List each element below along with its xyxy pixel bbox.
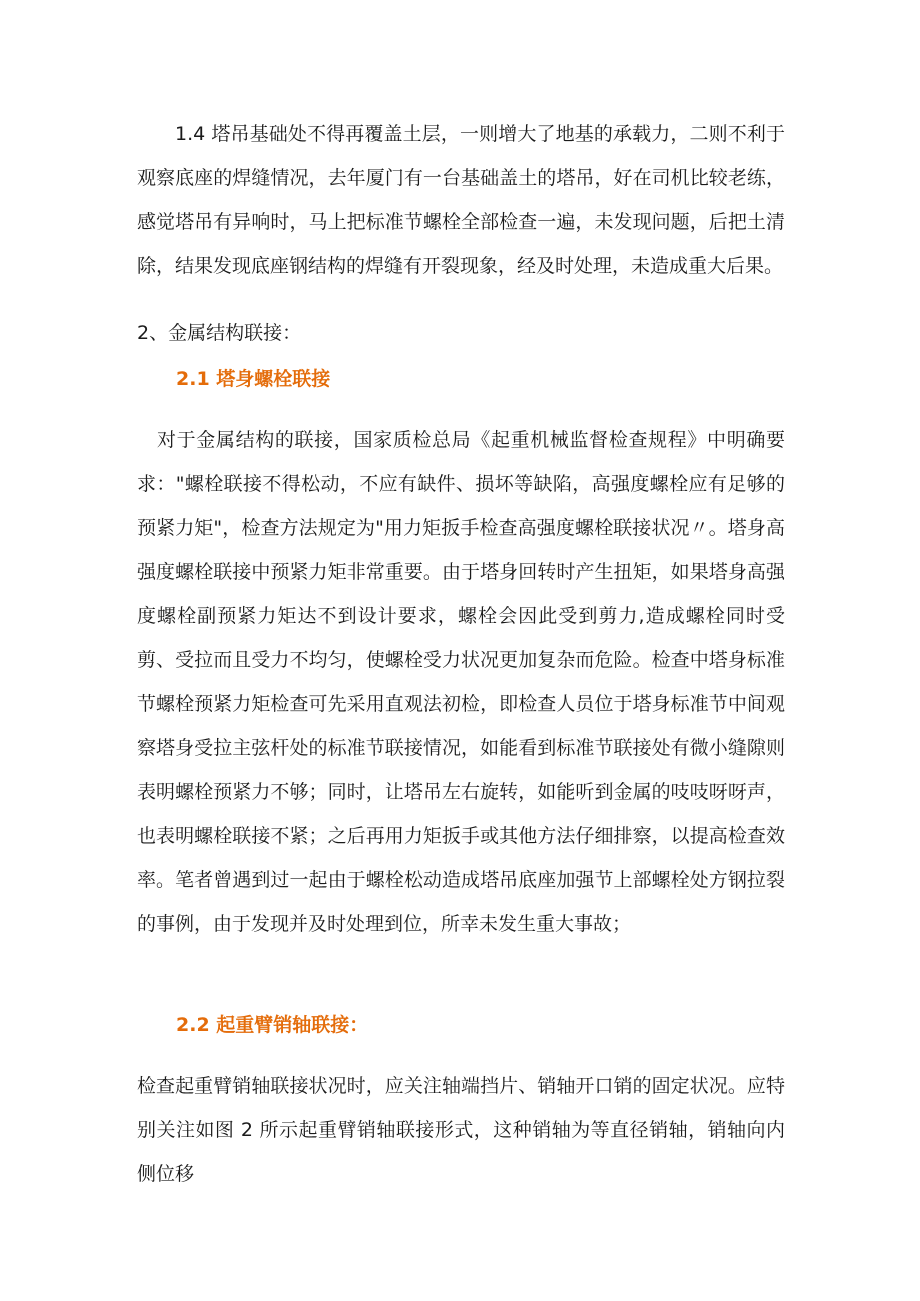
section-heading-2-1: 2.1 塔身螺栓联接	[176, 368, 331, 390]
paragraph-2-2: 检查起重臂销轴联接状况时，应关注轴端挡片、销轴开口销的固定状况。应特别关注如图 2 所示起重臂销轴联接形式，这种销轴为等直径销轴，销轴向内侧位移	[137, 1075, 785, 1185]
paragraph-1-4: 1.4 塔吊基础处不得再覆盖土层，一则增大了地基的承载力，二则不利于观察底座的焊缝情况，去年厦门有一台基础盖土的塔吊，好在司机比较老练，感觉塔吊有异响时，马上把标准节螺栓全部检查一遍，未发现问题，后把土清除，结果发现底座钢结构的焊缝有开裂现象，经及时处理，未造成重大后果。	[137, 123, 785, 277]
paragraph-2-1: 对于金属结构的联接，国家质检总局《起重机械监督检查规程》中明确要求："螺栓联接不得松动，不应有缺件、损坏等缺陷，高强度螺栓应有足够的预紧力矩"，检查方法规定为"用力矩扳手检查高强度螺栓联接状况〃。塔身高强度螺栓联接中预紧力矩非常重要。由于塔身回转时产生扭矩，如果塔身高强度螺栓副预紧力矩达不到设计要求，螺栓会因此受到剪力,造成螺栓同时受剪、受拉而且受力不均匀，使螺栓受力状况更加复杂而危险。检查中塔身标准节螺栓预紧力矩检查可先采用直观法初检，即检查人员位于塔身标准节中间观察塔身受拉主弦杆处的标准节联接情况，如能看到标准节联接处有微小缝隙则表明螺栓预紧力不够；同时，让塔吊左右旋转，如能听到金属的吱吱呀呀声，也表明螺栓联接不紧；之后再用力矩扳手或其他方法仔细排察，以提高检查效率。笔者曾遇到过一起由于螺栓松动造成塔吊底座加强节上部螺栓处方钢拉裂的事例，由于发现并及时处理到位，所幸未发生重大事故；	[137, 429, 785, 935]
section-heading-2: 2、金属结构联接：	[137, 322, 302, 344]
section-heading-2-2: 2.2 起重臂销轴联接：	[176, 1014, 369, 1036]
